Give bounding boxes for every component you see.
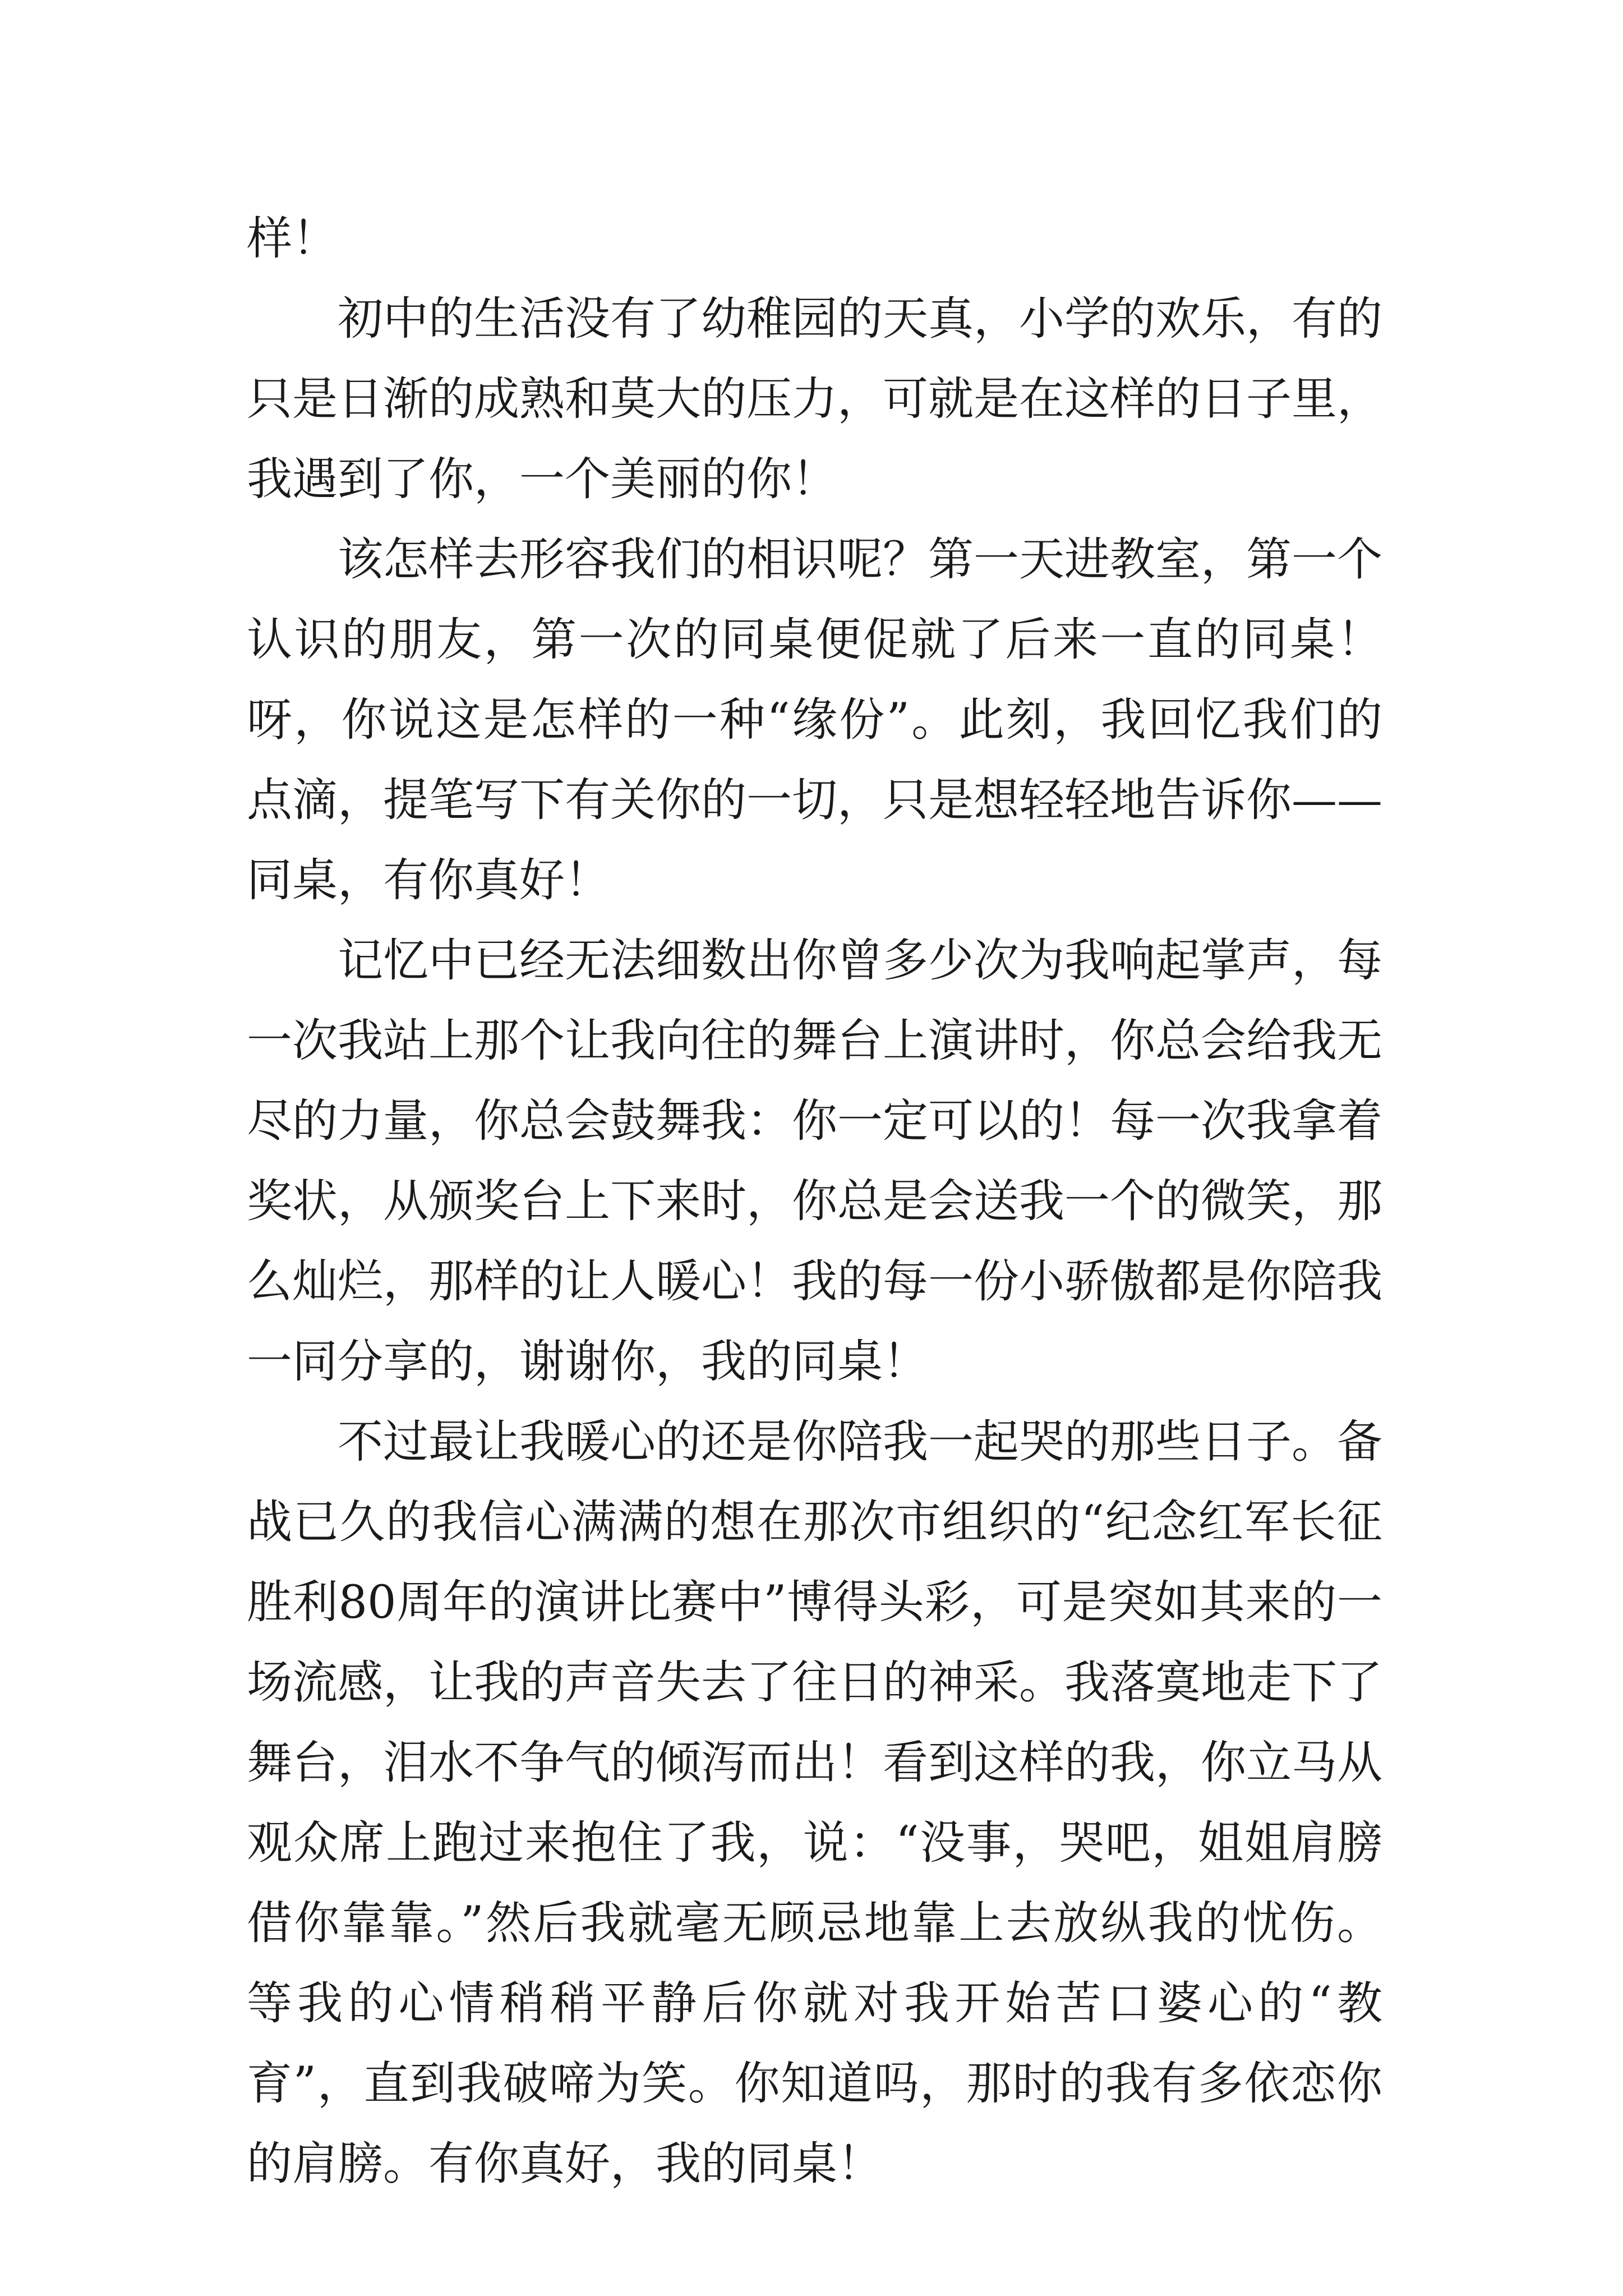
essay-body <box>247 199 1382 2205</box>
paragraph-applause-memories: 记忆中已经无法细数出你曾多少次为我响起掌声，每一次我站上那个让我向往的舞台上演讲时，你总会给我无尽的力量，你总会鼓舞我：你一定可以的！每一次我拿着奖状，从颁奖台上下来时，你总是会送我一个的微笑，那么灿烂，那样的让人暖心！我的每一份小骄傲都是你陪我一同分享的，谢谢你，我的同桌！ <box>247 935 1383 1388</box>
paragraph-speech-contest: 不过最让我暖心的还是你陪我一起哭的那些日子。备战已久的我信心满满的想在那次市组织的“纪念红军长征胜利80周年的演讲比赛中”博得头彩，可是突如其来的一场流感，让我的声音失去了往日的神采。我落寞地走下了舞台，泪水不争气的倾泻而出！看到这样的我，你立马从观众席上跑过来抱住了我，说：“没事，哭吧，姐姐肩膀借你靠靠。”然后我就毫无顾忌地靠上去放纵我的忧伤。等我的心情稍稍平静后你就对我开始苦口婆心的“教育”，直到我破啼为笑。你知道吗，那时的我有多依恋你的肩膀。有你真好，我的同桌！ <box>247 1416 1383 2191</box>
paragraph-junior-high-life: 初中的生活没有了幼稚园的天真，小学的欢乐，有的只是日渐的成熟和莫大的压力，可就是在这样的日子里，我遇到了你，一个美丽的你！ <box>247 293 1383 506</box>
paragraph-first-meeting: 该怎样去形容我们的相识呢？第一天进教室，第一个认识的朋友，第一次的同桌便促就了后来一直的同桌！呀，你说这是怎样的一种“缘份”。此刻，我回忆我们的点滴，提笔写下有关你的一切，只是想轻轻地告诉你——同桌，有你真好！ <box>247 533 1383 907</box>
paragraph-continuation: 样！ <box>247 213 338 265</box>
